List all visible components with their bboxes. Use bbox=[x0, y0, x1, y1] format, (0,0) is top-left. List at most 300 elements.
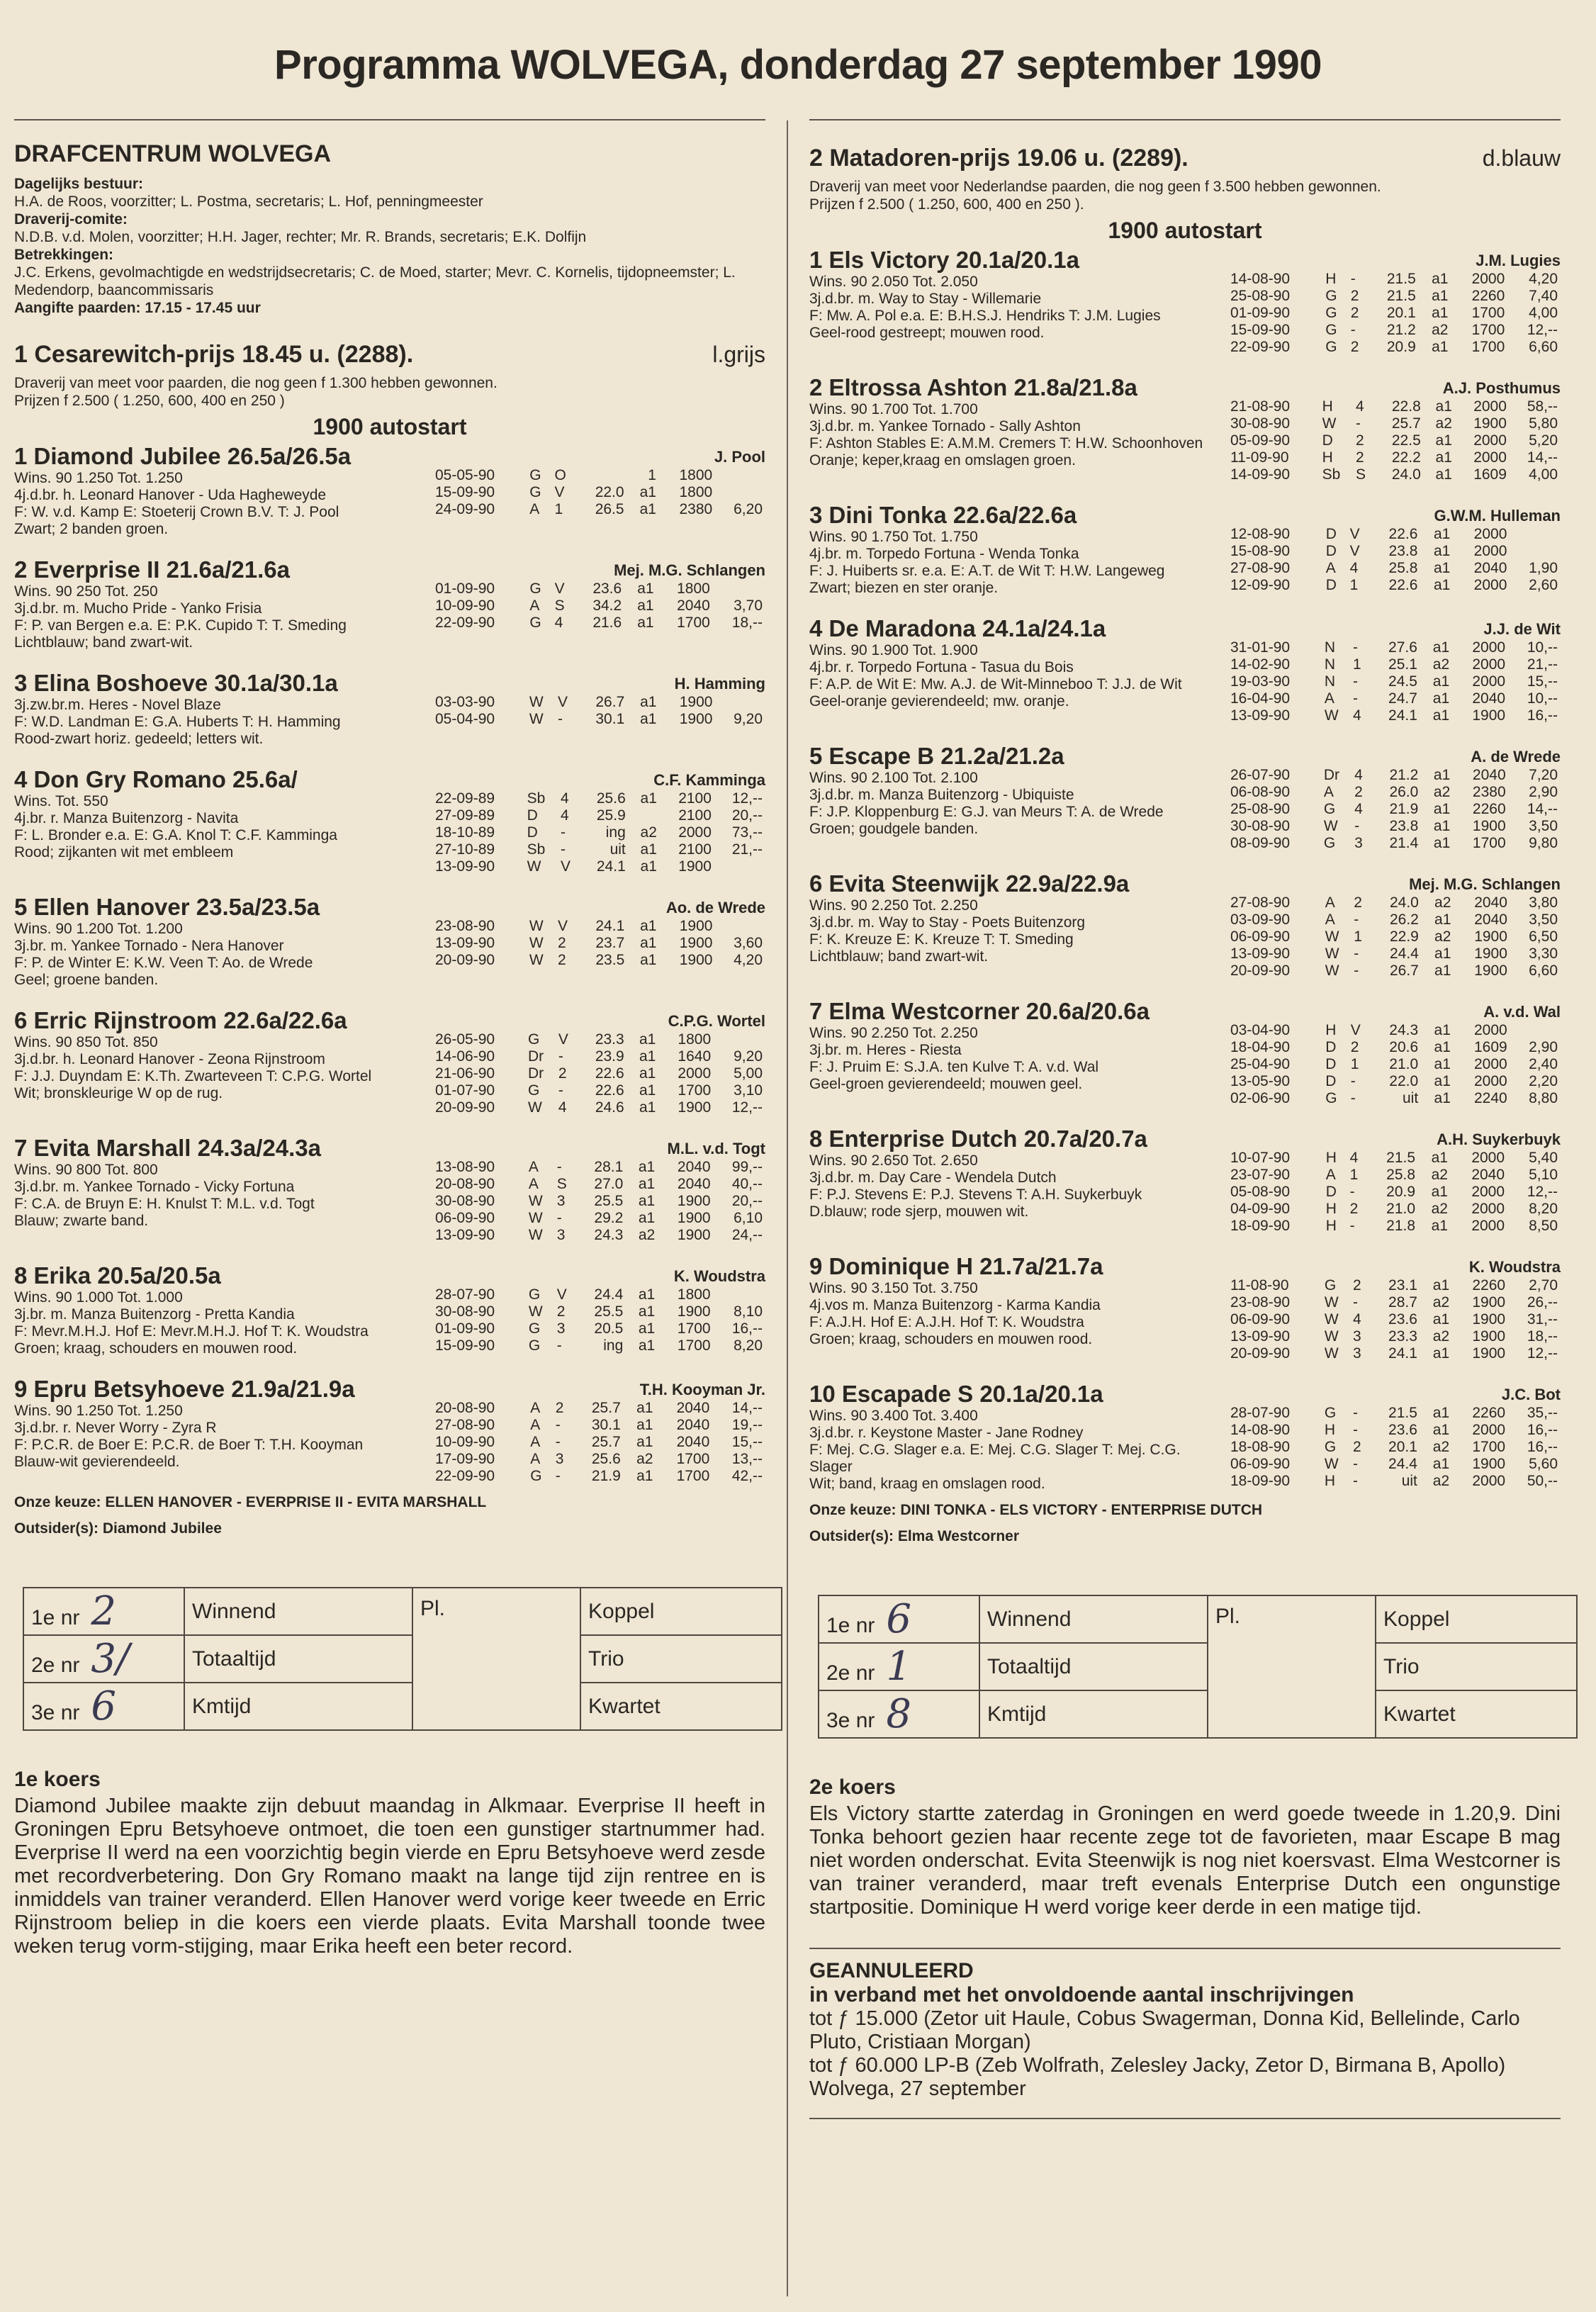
result-cell: 21,-- bbox=[731, 841, 763, 858]
result-cell: 24-09-90 bbox=[435, 501, 495, 517]
horse-name: 4 Don Gry Romano 25.6a/ bbox=[14, 766, 298, 792]
horse-info bbox=[809, 615, 1224, 724]
result-row bbox=[1227, 1022, 1561, 1039]
result-cell: 1900 bbox=[1472, 1345, 1506, 1362]
horse-detail-line: Wins. 90 3.400 Tot. 3.400 bbox=[809, 1408, 978, 1424]
result-cell: 18-09-90 bbox=[1230, 1473, 1291, 1489]
result-cell: 21.2 bbox=[1386, 322, 1416, 338]
results-table bbox=[432, 790, 765, 875]
horse-detail-line: Wins. 90 800 Tot. 800 bbox=[14, 1162, 158, 1178]
horse-detail-line: 4j.br. r. Manza Buitenzorg - Navita bbox=[14, 810, 239, 826]
result-cell: 8,10 bbox=[734, 1303, 763, 1320]
result-cell: 22.5 bbox=[1391, 432, 1421, 449]
result-cell: a1 bbox=[1434, 1073, 1451, 1089]
result-cell: 1700 bbox=[1472, 1439, 1506, 1455]
outsider: Outsider(s): Elma Westcorner bbox=[809, 1528, 1020, 1544]
horse-detail-line: Wit; band, kraag en omslagen rood. bbox=[809, 1476, 1045, 1492]
result-cell: 2,90 bbox=[1529, 784, 1558, 800]
result-row bbox=[1227, 639, 1561, 656]
result-cell: 4 bbox=[560, 790, 569, 807]
result-cell: - bbox=[1352, 1405, 1358, 1421]
result-row bbox=[432, 807, 765, 824]
horse-detail-line: 3j.d.br. m. Way to Stay - Willemarie bbox=[809, 291, 1042, 307]
horse-entry bbox=[14, 443, 765, 538]
result-cell: A bbox=[1325, 911, 1335, 928]
result-cell: ing bbox=[603, 1337, 624, 1354]
result-cell: 31,-- bbox=[1527, 1311, 1558, 1328]
result-cell: 2260 bbox=[1472, 1277, 1506, 1294]
result-cell: 2 bbox=[555, 1400, 564, 1416]
result-cell: W bbox=[1323, 818, 1338, 834]
horse-name: 6 Erric Rijnstroom 22.6a/22.6a bbox=[14, 1007, 347, 1033]
result-cell: 2000 bbox=[1473, 449, 1507, 466]
horse-detail-line: Wins. 90 1.750 Tot. 1.750 bbox=[809, 529, 978, 545]
commentary-text: Diamond Jubilee maakte zijn debuut maandag in Alkmaar. Everprise II heeft in Groningen Epru Betsyhoeve ontmoet, die toen een gunstiger startnummer had. Everprise II werd na een voorzichtig begin vierde en Epru Betsyhoeve werd zesde met recordverbetering. Don Gry Romano maakt na lange tijd zijn rentree en is inmiddels van trainer veranderd. Ellen Hanover werd vorige keer tweede en Erric Rijnstroom beliep in die koers een vierde plaats. Evita Marshall toonde twee weken terug vorm-stijging, maar Erika heeft een beter record. bbox=[14, 1795, 765, 1958]
result-cell: a1 bbox=[639, 501, 656, 517]
result-cell: - bbox=[1354, 963, 1359, 979]
result-cell: 1700 bbox=[1472, 835, 1506, 851]
result-cell: W bbox=[1324, 1345, 1339, 1362]
result-cell: 22.0 bbox=[595, 484, 624, 500]
result-row bbox=[1227, 560, 1561, 577]
result-cell: 2000 bbox=[1472, 639, 1506, 656]
result-row bbox=[1227, 945, 1561, 963]
horse-entry bbox=[809, 1126, 1561, 1235]
result-cell: 27-08-90 bbox=[1230, 560, 1291, 576]
result-cell: 16,-- bbox=[731, 1320, 763, 1337]
result-cell: W bbox=[1324, 707, 1339, 724]
result-cell: 25.9 bbox=[596, 807, 626, 824]
result-row bbox=[432, 858, 765, 875]
horse-entry bbox=[809, 502, 1561, 597]
result-cell: 06-09-90 bbox=[1230, 1456, 1291, 1472]
result-cell: - bbox=[558, 1048, 563, 1065]
horse-info bbox=[14, 894, 429, 989]
results-table bbox=[1227, 1150, 1561, 1235]
result-cell: V bbox=[554, 580, 565, 597]
race-title: 2 Matadoren-prijs 19.06 u. (2289). bbox=[809, 145, 1188, 172]
horse-name: 2 Eltrossa Ashton 21.8a/21.8a bbox=[809, 374, 1137, 400]
result-cell: 21.0 bbox=[1389, 1056, 1419, 1072]
result-cell: 4 bbox=[558, 1099, 567, 1116]
result-cell: a1 bbox=[1432, 639, 1450, 656]
cancellation-line: tot ƒ 60.000 LP-B (Zeb Wolfrath, Zelesley Jacky, Zetor D, Birmana B, Apollo) bbox=[809, 2054, 1506, 2077]
handwritten-number: 3/ bbox=[91, 1636, 130, 1682]
result-cell: a1 bbox=[636, 1434, 653, 1450]
result-cell: 24.1 bbox=[1388, 1345, 1417, 1362]
result-cell: 5,10 bbox=[1529, 1167, 1558, 1183]
result-cell: 22.9 bbox=[1389, 928, 1419, 945]
horse-detail-line: F: J.P. Kloppenburg E: G.J. van Meurs T: A. de Wrede bbox=[809, 804, 1164, 820]
horse-name: 7 Evita Marshall 24.3a/24.3a bbox=[14, 1135, 321, 1161]
result-cell: 21.5 bbox=[1386, 288, 1416, 304]
result-cell: V bbox=[1349, 543, 1360, 559]
result-cell: 2 bbox=[556, 1303, 566, 1320]
result-cell: 1700 bbox=[676, 1468, 710, 1484]
result-cell bbox=[1510, 543, 1561, 560]
result-row bbox=[1227, 322, 1561, 339]
result-cell: a1 bbox=[636, 1417, 653, 1433]
result-cell: 8,20 bbox=[734, 1337, 763, 1354]
horse-results bbox=[1227, 502, 1561, 597]
result-cell: 10-09-90 bbox=[435, 597, 495, 614]
result-cell: a1 bbox=[640, 952, 657, 968]
horse-name: 10 Escapade S 20.1a/20.1a bbox=[809, 1381, 1103, 1407]
horse-results bbox=[1227, 374, 1561, 483]
result-cell: 1609 bbox=[1473, 466, 1507, 483]
result-cell: G bbox=[1325, 288, 1337, 304]
result-cell: 6,60 bbox=[1529, 963, 1558, 979]
horse-entry bbox=[809, 870, 1561, 980]
result-row bbox=[432, 711, 765, 728]
result-cell: W bbox=[528, 1303, 543, 1320]
result-cell: V bbox=[558, 1031, 568, 1048]
result-cell: 05-04-90 bbox=[435, 711, 495, 727]
result-cell: 6,20 bbox=[734, 501, 763, 517]
result-cell: S bbox=[554, 597, 565, 614]
result-cell bbox=[715, 694, 765, 711]
result-row bbox=[1227, 449, 1561, 466]
result-cell: 25.5 bbox=[594, 1303, 624, 1320]
result-cell: a1 bbox=[639, 1031, 656, 1048]
result-cell: 21.5 bbox=[1388, 1405, 1417, 1421]
horse-driver: A.J. Posthumus bbox=[1442, 379, 1561, 397]
result-cell: a1 bbox=[636, 1468, 653, 1484]
result-cell: 5,00 bbox=[734, 1065, 763, 1082]
result-cell: a1 bbox=[638, 1159, 656, 1175]
horse-driver: A. de Wrede bbox=[1471, 748, 1561, 765]
result-row bbox=[432, 1176, 765, 1193]
result-cell: 31-01-90 bbox=[1230, 639, 1291, 656]
cancellation-line: Wolvega, 27 september bbox=[809, 2077, 1026, 2100]
cancellation-title: GEANNULEERD bbox=[809, 1959, 974, 1982]
result-cell: 4,20 bbox=[734, 952, 763, 968]
result-row bbox=[432, 1320, 765, 1337]
ticket-position-label: 1e nr bbox=[31, 1606, 80, 1629]
result-cell: 27-08-90 bbox=[1230, 894, 1291, 911]
result-cell: a1 bbox=[1433, 801, 1451, 817]
result-cell: a1 bbox=[1434, 945, 1451, 962]
result-cell: a1 bbox=[1431, 1218, 1448, 1234]
result-cell: 22.6 bbox=[595, 1082, 624, 1099]
horse-driver: J.J. de Wit bbox=[1483, 620, 1561, 638]
horse-driver: Mej. M.G. Schlangen bbox=[614, 561, 765, 579]
result-cell: 21-06-90 bbox=[435, 1065, 495, 1082]
result-cell: 26-05-90 bbox=[435, 1031, 495, 1048]
result-cell: 26.0 bbox=[1389, 784, 1419, 800]
result-row bbox=[1227, 784, 1561, 801]
result-cell: V bbox=[557, 918, 568, 934]
result-cell: A bbox=[1325, 560, 1336, 576]
results-table bbox=[432, 694, 765, 728]
result-cell: 4 bbox=[1349, 560, 1359, 576]
result-cell: 06-08-90 bbox=[1230, 784, 1291, 800]
result-cell: 20-09-90 bbox=[435, 1099, 495, 1116]
result-cell: 24.4 bbox=[594, 1286, 624, 1303]
result-cell: 20.1 bbox=[1388, 1439, 1417, 1455]
result-cell: - bbox=[560, 841, 566, 858]
result-cell: a1 bbox=[640, 711, 657, 727]
result-cell: - bbox=[1354, 818, 1360, 834]
horse-detail-line: 3j.d.br. m. Manza Buitenzorg - Ubiquiste bbox=[809, 787, 1074, 803]
result-cell: 3 bbox=[556, 1320, 566, 1337]
result-cell: a2 bbox=[1431, 1167, 1448, 1183]
horse-detail-line: Geel-oranje gevierendeeld; mw. oranje. bbox=[809, 693, 1069, 709]
cancellation-notice bbox=[809, 1959, 1561, 2101]
result-cell: 2380 bbox=[679, 501, 713, 517]
horse-entry bbox=[809, 1253, 1561, 1362]
result-cell: a1 bbox=[639, 1065, 656, 1082]
result-cell: Sb bbox=[1322, 466, 1341, 483]
result-row bbox=[432, 1031, 765, 1048]
result-cell: 16,-- bbox=[1527, 707, 1558, 724]
result-cell: a1 bbox=[637, 580, 654, 597]
result-row bbox=[1227, 1150, 1561, 1167]
result-cell: - bbox=[556, 1159, 562, 1175]
result-cell: 25.1 bbox=[1388, 656, 1417, 673]
result-row bbox=[1227, 894, 1561, 911]
result-cell: 10-09-90 bbox=[435, 1434, 495, 1450]
result-cell: 2380 bbox=[1472, 784, 1506, 800]
result-cell: 4 bbox=[1355, 398, 1364, 415]
result-row bbox=[1227, 415, 1561, 432]
result-cell: G bbox=[529, 580, 541, 597]
result-cell: 2000 bbox=[678, 824, 712, 841]
horse-detail-line: F: C.A. de Bruyn E: H. Knulst T: M.L. v.d. Togt bbox=[14, 1196, 315, 1212]
result-row bbox=[432, 1417, 765, 1434]
result-cell: 2,70 bbox=[1529, 1277, 1558, 1294]
result-cell: - bbox=[1352, 1456, 1358, 1472]
result-cell: 2 bbox=[1350, 1039, 1359, 1055]
result-cell bbox=[713, 580, 765, 597]
ticket-row bbox=[23, 1588, 782, 1635]
result-cell: 3,80 bbox=[1529, 894, 1558, 911]
results-table bbox=[1227, 1277, 1561, 1362]
result-cell: a2 bbox=[1432, 322, 1449, 338]
result-cell bbox=[715, 918, 765, 935]
result-cell: H bbox=[1325, 1201, 1337, 1217]
horse-info bbox=[14, 1007, 429, 1116]
result-cell: 1900 bbox=[678, 858, 712, 875]
horse-entry bbox=[14, 1262, 765, 1357]
result-cell: G bbox=[1325, 1090, 1337, 1106]
result-cell: 05-05-90 bbox=[435, 467, 495, 483]
result-cell bbox=[714, 1286, 765, 1303]
horse-detail-line: Wins. 90 2.050 Tot. 2.050 bbox=[809, 274, 978, 290]
result-cell: 18,-- bbox=[1527, 1328, 1558, 1345]
result-cell: 27-09-89 bbox=[435, 807, 495, 824]
betting-ticket bbox=[23, 1587, 782, 1731]
result-cell: - bbox=[1350, 271, 1356, 287]
race-conditions bbox=[14, 374, 765, 410]
result-cell: 13,-- bbox=[731, 1451, 763, 1467]
ticket-position-label: 2e nr bbox=[826, 1661, 875, 1685]
result-cell: 2000 bbox=[1472, 656, 1506, 673]
results-table bbox=[432, 1031, 765, 1116]
result-cell: 2260 bbox=[1472, 801, 1506, 817]
result-cell: a2 bbox=[1432, 1294, 1450, 1311]
horse-driver: J. Pool bbox=[714, 448, 765, 466]
result-row bbox=[432, 1303, 765, 1320]
result-cell: a1 bbox=[640, 918, 657, 934]
horse-info bbox=[14, 1376, 429, 1485]
result-cell: 22.6 bbox=[1388, 526, 1418, 542]
result-cell: S bbox=[1355, 466, 1366, 483]
horse-detail-line: 3j.d.br. m. Yankee Tornado - Vicky Fortuna bbox=[14, 1179, 295, 1195]
result-cell: 22.8 bbox=[1391, 398, 1421, 415]
result-row bbox=[1227, 577, 1561, 594]
result-cell: 1900 bbox=[1472, 1456, 1506, 1472]
horse-info bbox=[809, 247, 1224, 356]
result-cell: 23.6 bbox=[592, 580, 622, 597]
result-cell: 01-07-90 bbox=[435, 1082, 495, 1099]
ticket-bet-type: Trio bbox=[580, 1635, 782, 1683]
result-cell: 25.7 bbox=[591, 1400, 621, 1416]
horse-results bbox=[1227, 1126, 1561, 1235]
result-cell: 30-08-90 bbox=[435, 1303, 495, 1320]
result-cell: a2 bbox=[640, 824, 657, 841]
horse-info bbox=[14, 556, 429, 651]
result-row bbox=[1227, 1405, 1561, 1422]
result-cell: 03-09-90 bbox=[1230, 911, 1291, 928]
result-cell: G bbox=[1325, 305, 1337, 321]
horse-results bbox=[1227, 1381, 1561, 1493]
result-cell: 2 bbox=[1355, 449, 1364, 466]
result-cell: 25.5 bbox=[594, 1193, 624, 1209]
result-cell: H bbox=[1325, 1218, 1337, 1234]
horse-driver: G.W.M. Hulleman bbox=[1434, 507, 1561, 524]
result-cell: 1900 bbox=[679, 952, 713, 968]
horse-detail-line: 4j.vos m. Manza Buitenzorg - Karma Kandia bbox=[809, 1297, 1101, 1313]
result-cell: a2 bbox=[638, 1227, 656, 1243]
result-cell: 1900 bbox=[1474, 963, 1507, 979]
result-row bbox=[1227, 1073, 1561, 1090]
result-cell: - bbox=[1350, 1073, 1356, 1089]
result-cell: a1 bbox=[1434, 1022, 1451, 1038]
horse-detail-line: 4j.br. r. Torpedo Fortuna - Tasua du Bois bbox=[809, 659, 1074, 675]
result-cell: a1 bbox=[637, 597, 654, 614]
horse-entry bbox=[14, 766, 765, 875]
result-cell: 14-02-90 bbox=[1230, 656, 1291, 673]
race-color: d.blauw bbox=[1482, 145, 1561, 171]
horse-detail-line: 3j.br. m. Heres - Riesta bbox=[809, 1042, 962, 1058]
result-cell: 50,-- bbox=[1527, 1473, 1558, 1489]
result-cell: D bbox=[1325, 577, 1337, 593]
result-cell: 2040 bbox=[676, 1434, 710, 1450]
ticket-position-label: 3e nr bbox=[826, 1709, 875, 1732]
horse-detail-line: 3j.d.br. m. Yankee Tornado - Sally Ashton bbox=[809, 418, 1081, 434]
horse-entry bbox=[809, 1381, 1561, 1493]
result-cell: W bbox=[529, 694, 544, 710]
horse-detail-line: Wins. 90 2.250 Tot. 2.250 bbox=[809, 1025, 978, 1041]
result-cell: a1 bbox=[1432, 1311, 1450, 1328]
result-row bbox=[1227, 707, 1561, 724]
result-row bbox=[432, 1337, 765, 1354]
result-cell: 24.0 bbox=[1391, 466, 1421, 483]
horse-name: 1 Diamond Jubilee 26.5a/26.5a bbox=[14, 443, 352, 469]
result-cell: 42,-- bbox=[731, 1468, 763, 1484]
result-row bbox=[432, 1400, 765, 1417]
horse-info bbox=[14, 766, 429, 875]
ticket-label: Winnend bbox=[979, 1595, 1208, 1643]
result-cell: 20-09-90 bbox=[1230, 1345, 1291, 1362]
horse-entry bbox=[809, 743, 1561, 852]
result-cell: Sb bbox=[527, 790, 546, 807]
result-cell: a1 bbox=[639, 1099, 656, 1116]
result-cell bbox=[1510, 526, 1561, 543]
result-cell: 1900 bbox=[677, 1227, 711, 1243]
result-cell: a2 bbox=[1431, 1201, 1448, 1217]
result-cell: a1 bbox=[1432, 271, 1449, 287]
result-cell: - bbox=[556, 1210, 562, 1226]
ticket-position-label: 3e nr bbox=[31, 1701, 80, 1724]
result-cell: - bbox=[1352, 1294, 1358, 1311]
race-commentary bbox=[14, 1768, 765, 1958]
result-cell: 1609 bbox=[1473, 1039, 1507, 1055]
result-row bbox=[432, 1099, 765, 1116]
horse-driver: H. Hamming bbox=[674, 675, 765, 692]
info-label: Dagelijks bestuur: bbox=[14, 176, 144, 192]
horse-detail-line: Geel; groene banden. bbox=[14, 972, 159, 988]
result-cell: 2040 bbox=[677, 1159, 711, 1175]
result-cell: 2040 bbox=[1474, 911, 1507, 928]
horse-detail-line: 4j.d.br. h. Leonard Hanover - Uda Hagheweyde bbox=[14, 487, 327, 503]
result-cell: 14,-- bbox=[1527, 449, 1558, 466]
result-cell: 24.4 bbox=[1388, 1456, 1417, 1472]
result-cell: 73,-- bbox=[731, 824, 763, 841]
result-cell: 30-08-90 bbox=[1230, 818, 1291, 834]
horse-entry bbox=[14, 556, 765, 651]
organization-title: DRAFCENTRUM WOLVEGA bbox=[14, 140, 331, 167]
result-cell: W bbox=[527, 1099, 542, 1116]
horse-driver: T.H. Kooyman Jr. bbox=[639, 1381, 765, 1398]
horse-detail-line: F: K. Kreuze E: K. Kreuze T: T. Smeding bbox=[809, 931, 1074, 948]
result-row bbox=[432, 1082, 765, 1099]
result-cell: a1 bbox=[1432, 1456, 1450, 1472]
horse-entry bbox=[809, 998, 1561, 1107]
result-cell: 10,-- bbox=[1527, 690, 1558, 707]
result-cell: A bbox=[1325, 1167, 1336, 1183]
horse-detail-line: 3j.d.br. m. Mucho Pride - Yanko Frisia bbox=[14, 600, 262, 617]
result-cell: 2040 bbox=[1474, 894, 1507, 911]
race-1 bbox=[14, 341, 765, 1958]
result-cell: 1900 bbox=[1474, 928, 1507, 945]
result-cell: W bbox=[1324, 1311, 1339, 1328]
result-row bbox=[1227, 1090, 1561, 1107]
horse-detail-line: Rood; zijkanten wit met embleem bbox=[14, 844, 234, 860]
result-cell: N bbox=[1324, 673, 1335, 690]
result-cell: 2100 bbox=[678, 790, 712, 807]
result-cell: G bbox=[1325, 339, 1337, 355]
result-cell: 4 bbox=[1352, 707, 1361, 724]
our-choice: Onze keuze: ELLEN HANOVER - EVERPRISE II - EVITA MARSHALL bbox=[14, 1494, 487, 1510]
result-row bbox=[432, 1227, 765, 1244]
info-label: Betrekkingen: bbox=[14, 247, 114, 263]
result-cell: 06-09-90 bbox=[435, 1210, 495, 1226]
result-cell: Dr bbox=[527, 1065, 544, 1082]
result-cell: W bbox=[529, 952, 544, 968]
horse-results bbox=[1227, 247, 1561, 356]
result-cell: a1 bbox=[1435, 398, 1452, 415]
result-cell: 21.5 bbox=[1386, 271, 1416, 287]
result-cell: D bbox=[1325, 1056, 1337, 1072]
horse-driver: J.M. Lugies bbox=[1476, 252, 1561, 269]
result-row bbox=[1227, 767, 1561, 784]
result-row bbox=[432, 1451, 765, 1468]
info-text: H.A. de Roos, voorzitter; L. Postma, secretaris; L. Hof, penningmeester bbox=[14, 193, 483, 210]
result-cell: 4,00 bbox=[1529, 305, 1558, 321]
result-cell: a1 bbox=[1432, 288, 1449, 304]
